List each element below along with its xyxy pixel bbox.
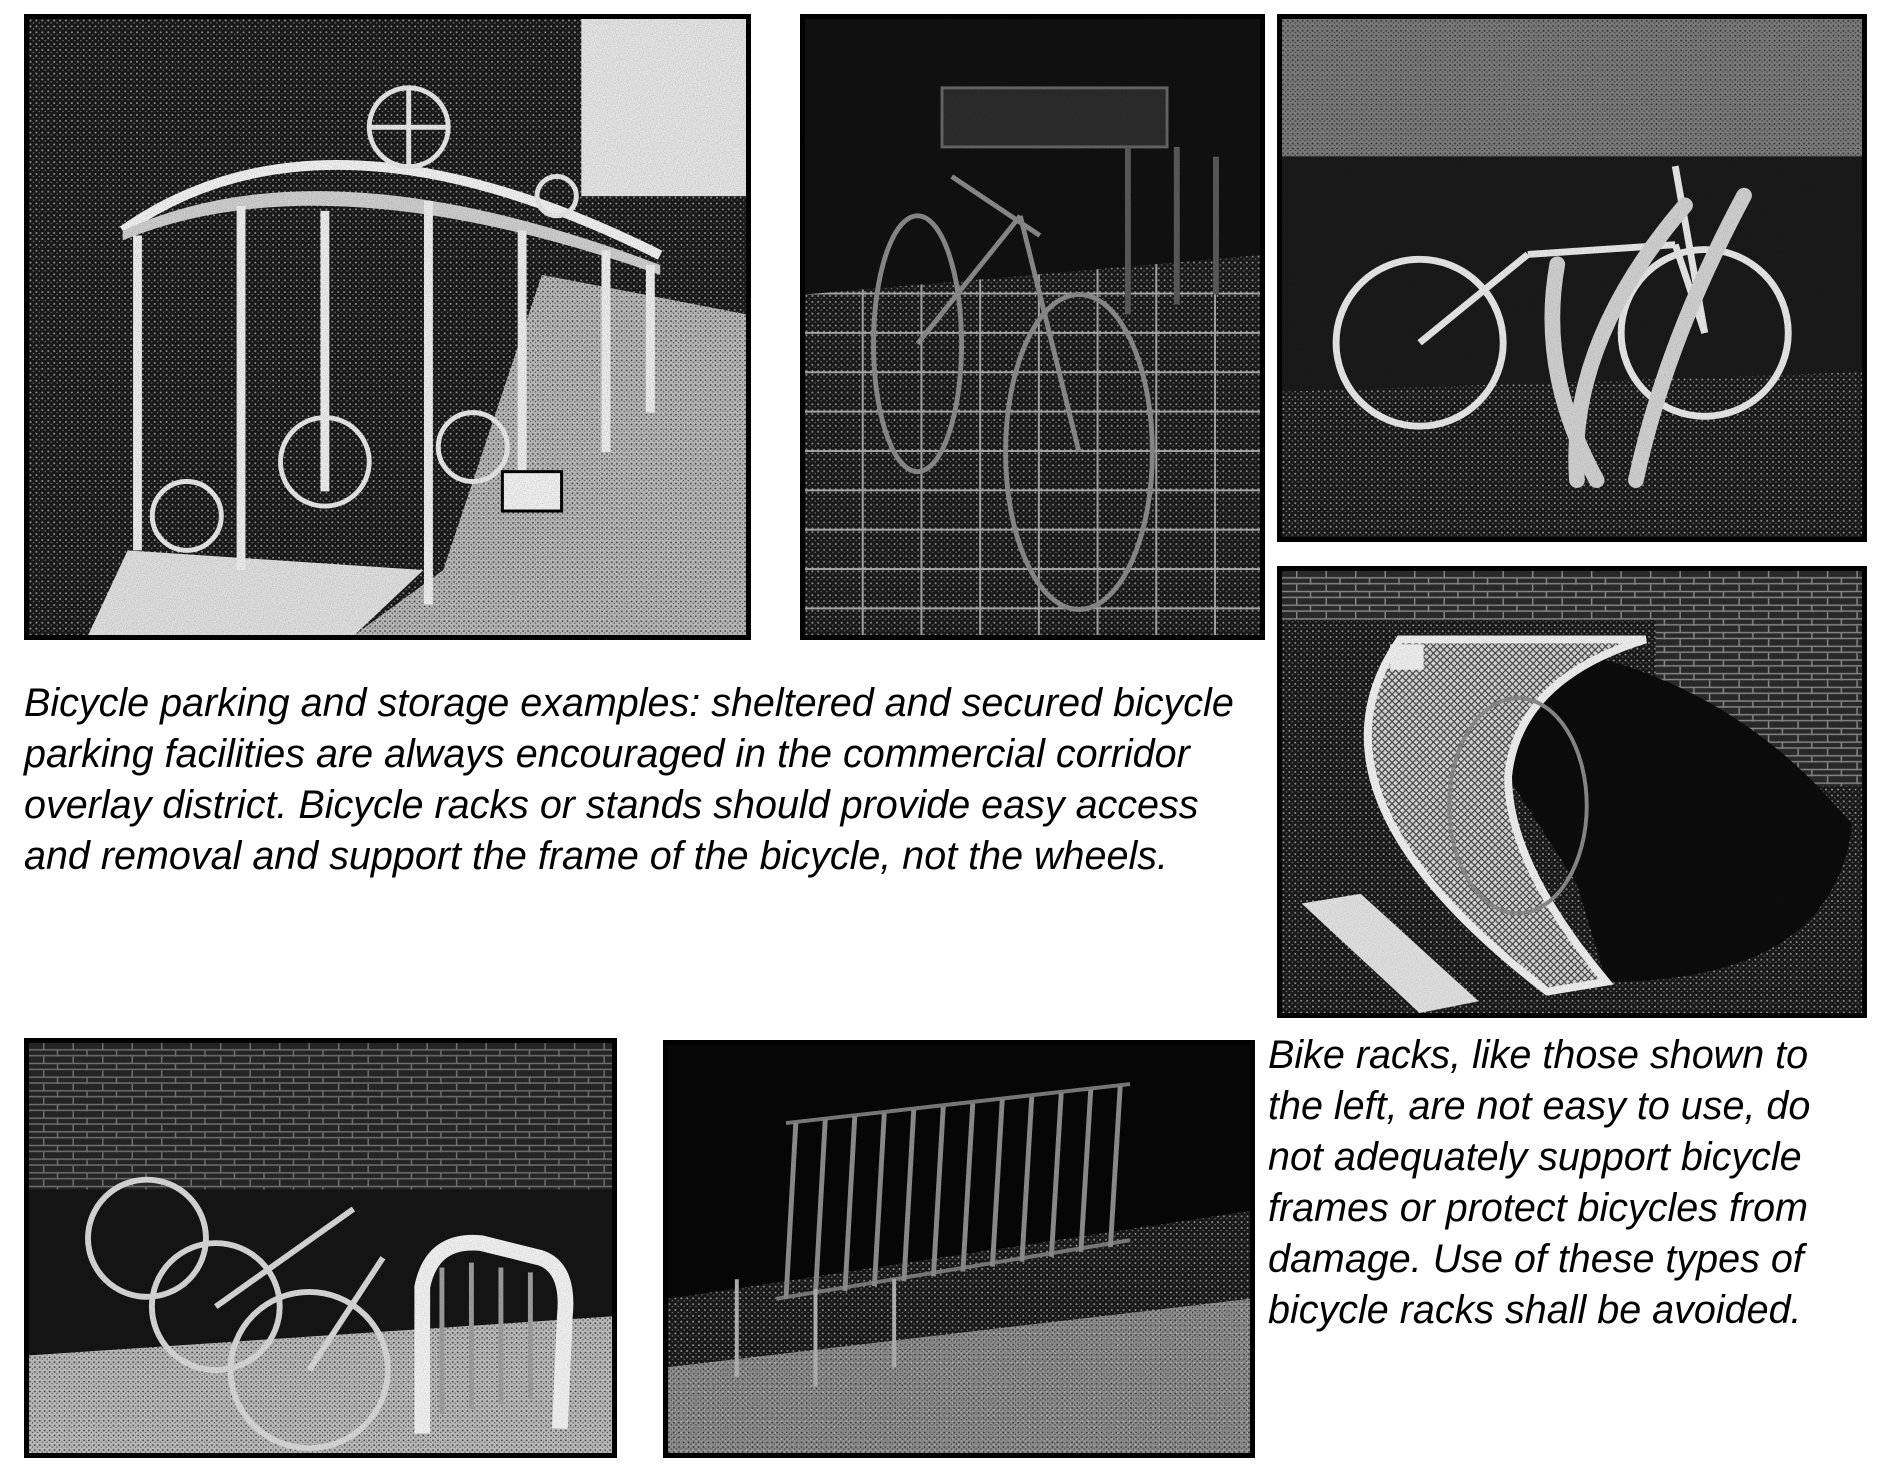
photo-wheel-rack-bikes	[24, 1038, 617, 1458]
caption-good-examples: Bicycle parking and storage examples: sheltered and secured bicycle parking facilities are always encouraged in the commercial corridor overlay district. Bicycle racks or stands should provide easy access and removal and support the frame of the bicycle, not the wheels.	[24, 681, 1234, 878]
photo-bike-sculptural-rack	[1277, 14, 1867, 542]
photo-bike-locker	[1277, 566, 1867, 1018]
caption-bad-examples: Bike racks, like those shown to the left, are not easy to use, do not adequately support bicycle frames or protect bicycles from damage. Use of these types of bicycle racks shall be avoided.	[1268, 1033, 1811, 1332]
photo-comb-rack	[663, 1040, 1255, 1458]
photo-bike-wall-rack	[800, 14, 1265, 640]
photo-bike-shelter	[24, 14, 751, 640]
